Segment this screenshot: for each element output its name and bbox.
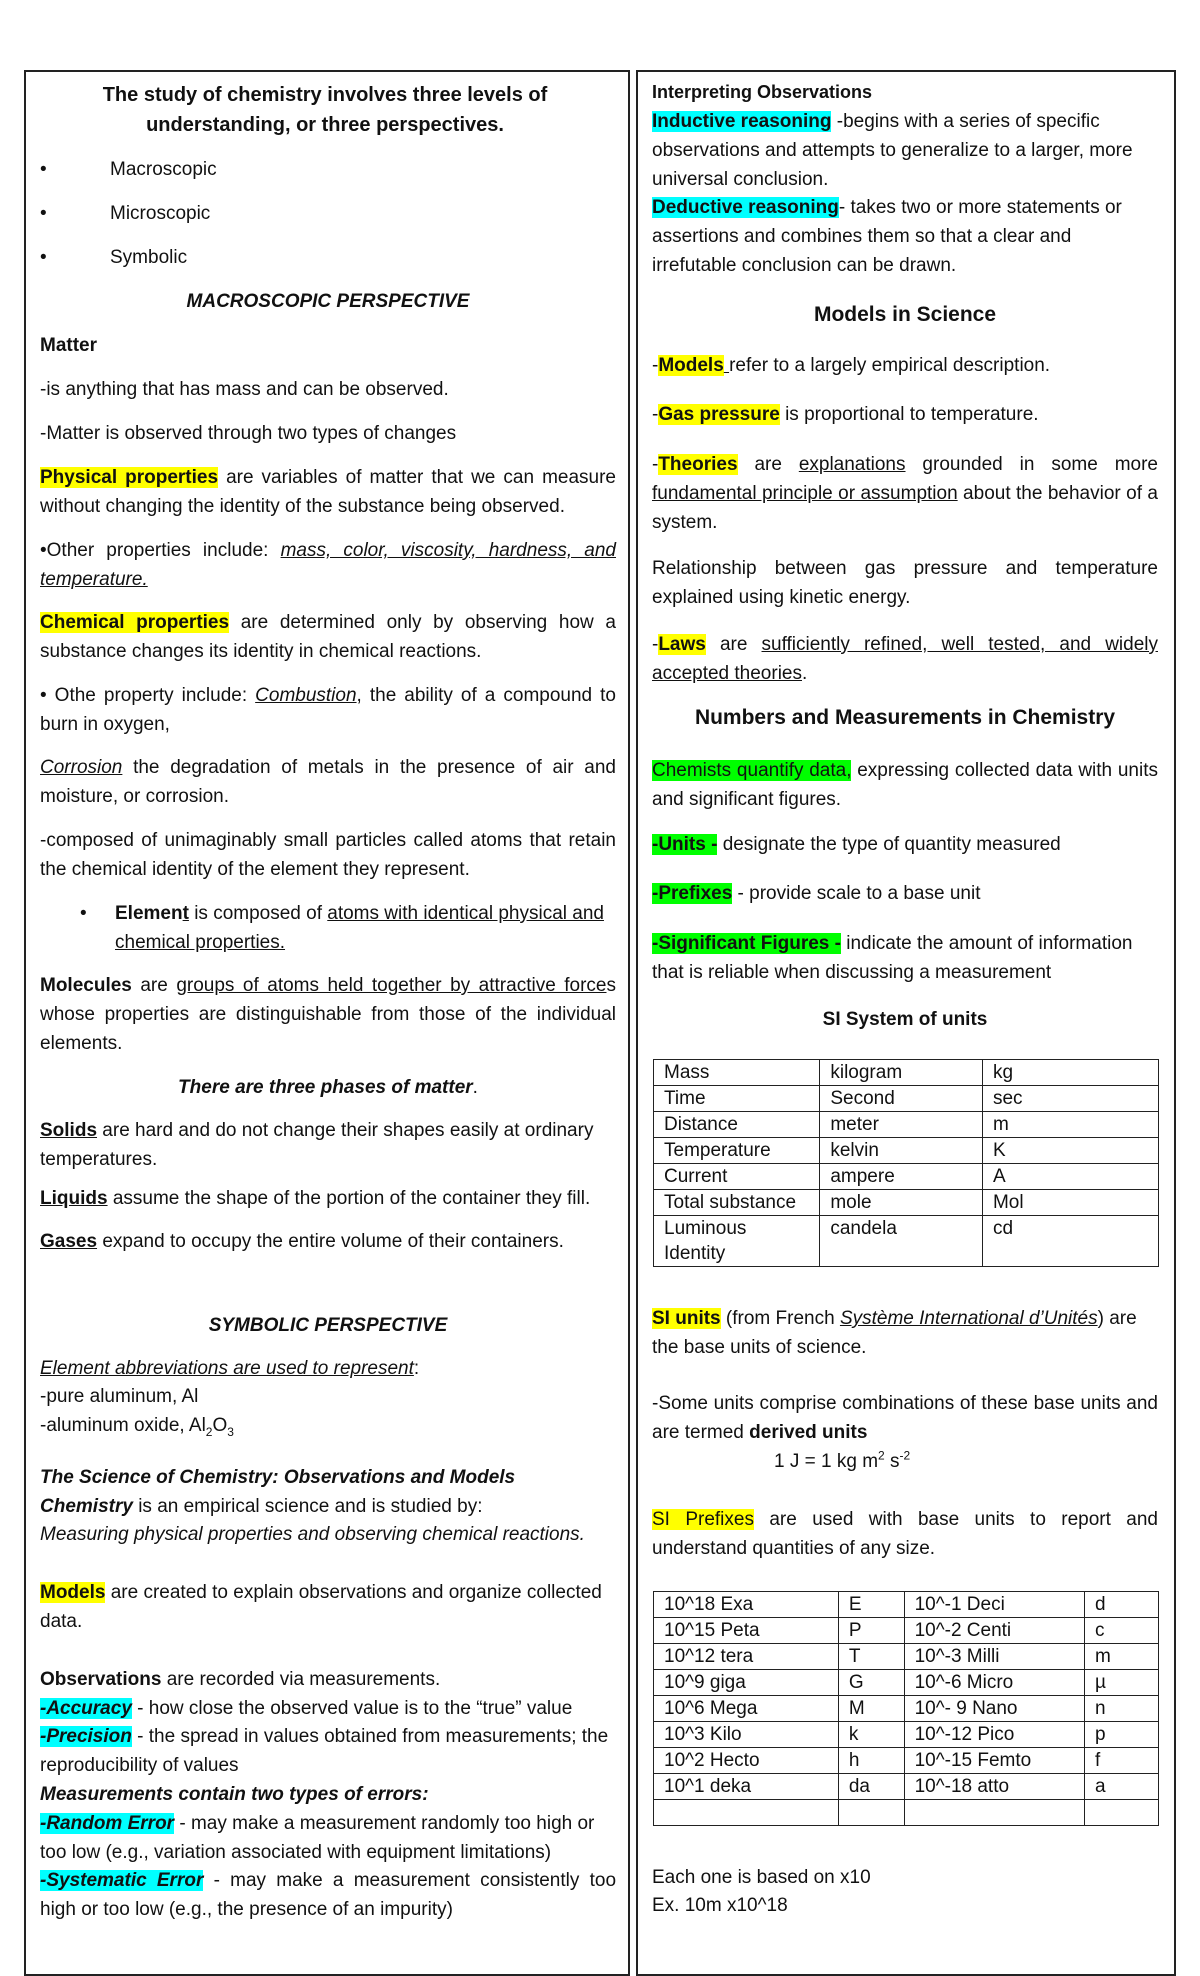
chemical-properties: Chemical properties are determined only by observing how a substance changes its identity in chemical reactions. (40, 612, 616, 662)
table-cell: kg (982, 1060, 1158, 1086)
table-cell: Second (820, 1086, 983, 1112)
table-cell: 10^9 giga (654, 1670, 839, 1696)
table-cell: 10^-2 Centi (904, 1618, 1084, 1644)
sigfig-text: -Significant Figures - indicate the amount of information that is reliable when discussing a measurement (652, 933, 1133, 983)
table-cell: n (1085, 1696, 1159, 1722)
table-cell: Distance (654, 1112, 820, 1138)
table-cell: Current (654, 1164, 820, 1190)
table-cell: da (838, 1774, 904, 1800)
intro-title: The study of chemistry involves three levels of understanding, or three perspectives. (102, 84, 548, 136)
random-error-text: -Random Error - may make a measurement randomly too high or too low (e.g., variation associated with equipment limitations) (40, 1813, 595, 1863)
si-table-row (654, 1086, 1159, 1112)
units-text: -Units - designate the type of quantity measured (652, 834, 1061, 855)
other-properties: •Other properties include: mass, color, viscosity, hardness, and temperature. (40, 540, 616, 590)
interpreting-heading: Interpreting Observations (652, 82, 873, 102)
science-heading: The Science of Chemistry: Observations and Models (40, 1467, 516, 1488)
element-text: Element is composed of atoms with identical physical and chemical properties. (115, 903, 604, 953)
example-note: Ex. 10m x10^18 (652, 1895, 788, 1916)
table-cell: µ (1085, 1670, 1159, 1696)
pure-aluminum: -pure aluminum, Al (40, 1386, 199, 1407)
models-text: Models are created to explain observations and organize collected data. (40, 1582, 602, 1632)
si-table-row (654, 1112, 1159, 1138)
table-cell: 10^18 Exa (654, 1592, 839, 1618)
table-cell: 10^-15 Femto (904, 1748, 1084, 1774)
phases-heading: There are three phases of matter. (178, 1077, 478, 1098)
joule-formula: 1 J = 1 kg $m^2$ $s^{-2}$ (774, 1448, 911, 1472)
table-cell: d (1085, 1592, 1159, 1618)
element-abbreviations: Element abbreviations are used to represent: (40, 1358, 420, 1379)
models-definition: -Models refer to a largely empirical description. (652, 355, 1051, 376)
table-cell: M (838, 1696, 904, 1722)
models-science-heading: Models in Science (813, 303, 997, 326)
bullet-symbolic: • Symbolic (40, 247, 188, 268)
table-cell: meter (820, 1112, 983, 1138)
table-cell: 10^-18 atto (904, 1774, 1084, 1800)
bullet-macroscopic: • Macroscopic (40, 159, 217, 180)
si-table-row (654, 1190, 1159, 1216)
prefix-table-row (654, 1644, 1159, 1670)
table-cell: 10^-6 Micro (904, 1670, 1084, 1696)
errors-heading: Measurements contain two types of errors: (40, 1784, 429, 1805)
table-cell: Temperature (654, 1138, 820, 1164)
theories-text: -Theories are explanations grounded in some more fundamental principle or assumption about the behavior of a system. (652, 454, 1158, 533)
table-cell: 10^15 Peta (654, 1618, 839, 1644)
table-cell (838, 1800, 904, 1826)
molecules-text: Molecules are groups of atoms held together by attractive forces whose properties are distinguishable from those of the individual elements. (40, 975, 616, 1054)
table-cell: Mass (654, 1060, 820, 1086)
prefix-table-row (654, 1592, 1159, 1618)
symbolic-heading: SYMBOLIC PERSPECTIVE (208, 1315, 448, 1336)
table-cell: cd (982, 1216, 1158, 1267)
inductive-text: Inductive reasoning -begins with a series of specific observations and attempts to generalize to a larger, more universal conclusion. (652, 111, 1133, 190)
prefix-table-row (654, 1800, 1159, 1826)
table-cell: T (838, 1644, 904, 1670)
table-cell: Total substance (654, 1190, 820, 1216)
table-cell: Luminous Identity (654, 1216, 820, 1267)
table-cell (904, 1800, 1084, 1826)
table-cell: K (982, 1138, 1158, 1164)
derived-units-text: -Some units comprise combinations of these base units and are termed derived units (652, 1393, 1158, 1443)
prefix-table-row (654, 1722, 1159, 1748)
matter-changes: -Matter is observed through two types of changes (40, 423, 457, 444)
table-cell: k (838, 1722, 904, 1748)
prefix-table-row (654, 1670, 1159, 1696)
table-cell: G (838, 1670, 904, 1696)
si-table-row (654, 1060, 1159, 1086)
table-cell: kilogram (820, 1060, 983, 1086)
chemistry-empirical: Chemistry is an empirical science and is studied by: (40, 1496, 483, 1517)
table-cell: A (982, 1164, 1158, 1190)
prefix-table-row (654, 1696, 1159, 1722)
prefix-table-row (654, 1774, 1159, 1800)
table-cell: 10^- 9 Nano (904, 1696, 1084, 1722)
table-cell (654, 1800, 839, 1826)
si-units-text: SI units (from French Système International d’Unités) are the base units of science. (652, 1308, 1137, 1358)
gas-pressure-text: -Gas pressure is proportional to temperature. (652, 404, 1039, 425)
table-cell: a (1085, 1774, 1159, 1800)
prefix-table-row (654, 1618, 1159, 1644)
si-table-row (654, 1164, 1159, 1190)
accuracy-text: -Accuracy - how close the observed value is to the “true” value (40, 1698, 573, 1719)
macroscopic-heading: MACROSCOPIC PERSPECTIVE (186, 291, 470, 312)
physical-properties: Physical properties are variables of matter that we can measure without changing the identity of the substance being observed. (40, 467, 616, 517)
table-cell: P (838, 1618, 904, 1644)
laws-text: -Laws are sufficiently refined, well tested, and widely accepted theories. (652, 634, 1158, 684)
numbers-heading: Numbers and Measurements in Chemistry (694, 706, 1116, 729)
corrosion-text: Corrosion the degradation of metals in the presence of air and moisture, or corrosion. (40, 757, 616, 807)
atoms-text: -composed of unimaginably small particles called atoms that retain the chemical identity of the element they represent. (40, 830, 616, 880)
table-cell: 10^-1 Deci (904, 1592, 1084, 1618)
table-cell: 10^3 Kilo (654, 1722, 839, 1748)
table-cell: mole (820, 1190, 983, 1216)
table-cell: m (982, 1112, 1158, 1138)
prefix-table (653, 1591, 1159, 1826)
quantify-text: Chemists quantify data, expressing collected data with units and significant figures. (652, 760, 1158, 810)
si-units-table (653, 1059, 1159, 1267)
combustion-text: • Othe property include: Combustion, the ability of a compound to burn in oxygen, (40, 685, 616, 735)
deductive-text: Deductive reasoning- takes two or more statements or assertions and combines them so that a clear and irrefutable conclusion can be drawn. (652, 197, 1122, 276)
table-cell: kelvin (820, 1138, 983, 1164)
table-cell (1085, 1800, 1159, 1826)
si-prefixes-text: SI Prefixes are used with base units to report and understand quantities of any size. (652, 1509, 1158, 1559)
table-cell: 10^-3 Milli (904, 1644, 1084, 1670)
si-heading: SI System of units (822, 1009, 988, 1030)
systematic-error-text: -Systematic Error - may make a measurement consistently too high or too low (e.g., the presence of an impurity) (40, 1870, 617, 1920)
solids-text: Solids are hard and do not change their shapes easily at ordinary temperatures. (40, 1120, 594, 1170)
table-cell: candela (820, 1216, 983, 1267)
table-cell: m (1085, 1644, 1159, 1670)
table-cell: 10^6 Mega (654, 1696, 839, 1722)
element-bullet: • (80, 903, 87, 924)
gases-text: Gases expand to occupy the entire volume of their containers. (40, 1231, 564, 1252)
prefix-table-row (654, 1748, 1159, 1774)
measuring-text: Measuring physical properties and observing chemical reactions. (40, 1524, 585, 1545)
table-cell: sec (982, 1086, 1158, 1112)
matter-heading: Matter (40, 335, 98, 356)
table-cell: Mol (982, 1190, 1158, 1216)
precision-text: -Precision - the spread in values obtained from measurements; the reproducibility of values (40, 1726, 609, 1776)
prefixes-text: -Prefixes - provide scale to a base unit (652, 883, 981, 904)
bullet-microscopic: • Microscopic (40, 203, 211, 224)
relationship-text: Relationship between gas pressure and temperature explained using kinetic energy. (652, 558, 1158, 608)
table-cell: 10^-12 Pico (904, 1722, 1084, 1748)
table-cell: 10^2 Hecto (654, 1748, 839, 1774)
si-table-row (654, 1216, 1159, 1267)
matter-definition: -is anything that has mass and can be observed. (40, 379, 449, 400)
aluminum-oxide: -aluminum oxide, $Al_2O_3$ (40, 1415, 234, 1439)
table-cell: Time (654, 1086, 820, 1112)
table-cell: 10^12 tera (654, 1644, 839, 1670)
table-cell: 10^1 deka (654, 1774, 839, 1800)
table-cell: c (1085, 1618, 1159, 1644)
table-cell: p (1085, 1722, 1159, 1748)
si-table-row (654, 1138, 1159, 1164)
liquids-text: Liquids assume the shape of the portion of the container they fill. (40, 1188, 591, 1209)
observations-text: Observations are recorded via measurements. (40, 1669, 441, 1690)
table-cell: E (838, 1592, 904, 1618)
table-cell: f (1085, 1748, 1159, 1774)
x10-note: Each one is based on x10 (652, 1867, 871, 1888)
table-cell: ampere (820, 1164, 983, 1190)
table-cell: h (838, 1748, 904, 1774)
